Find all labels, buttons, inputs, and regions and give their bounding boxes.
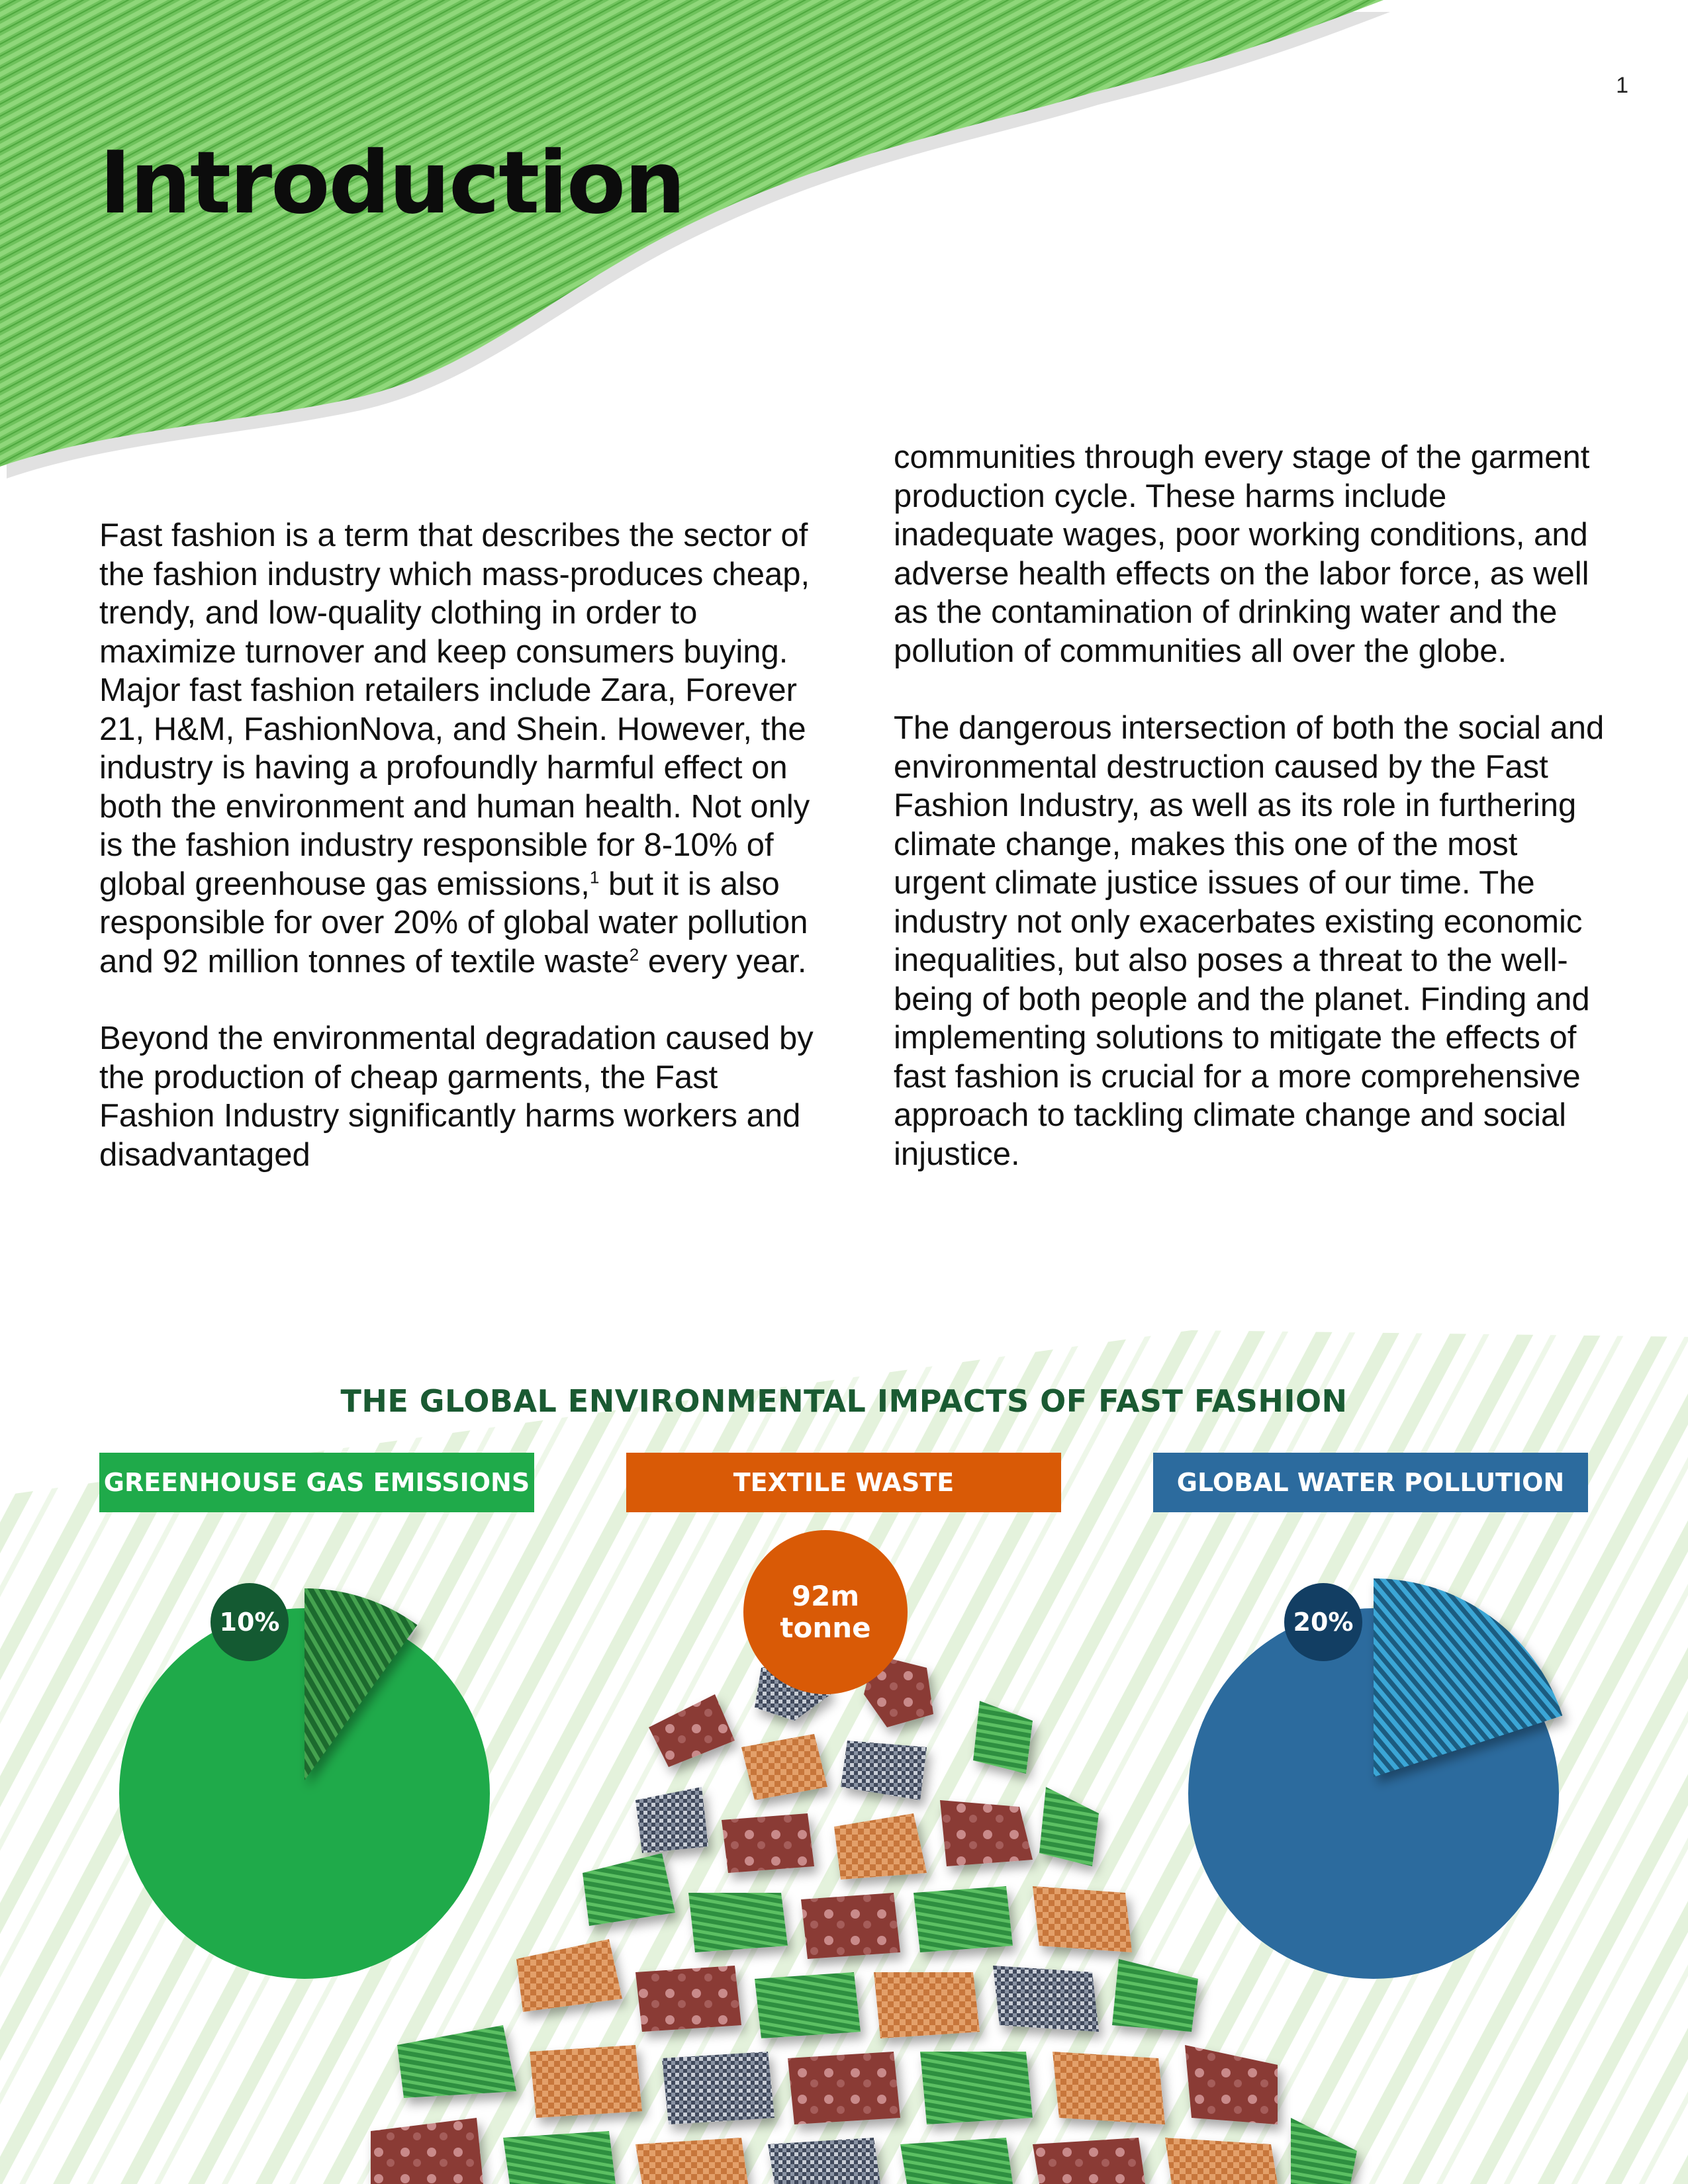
footnote-ref-2: 2 xyxy=(629,944,639,965)
infographic-title: THE GLOBAL ENVIRONMENTAL IMPACTS OF FAST FASHION xyxy=(340,1383,1348,1419)
body-column-right xyxy=(894,438,1609,1212)
intro-paragraph-2: Beyond the environmental degradation caused by the production of cheap garments, the Fast Fashion Industry significantly harms workers and disadvantaged xyxy=(99,1021,814,1173)
page-number: 1 xyxy=(1616,73,1628,98)
intro-text-b: but it is also responsible for over 20% of global water pollution and 92 million tonnes of textile waste xyxy=(99,866,808,979)
page-title: Introduction xyxy=(99,132,684,233)
intro-paragraph-1 xyxy=(99,516,821,981)
water-percent-badge: 20% xyxy=(1284,1583,1362,1661)
textile-waste-badge xyxy=(743,1530,908,1694)
ghg-percent-badge: 10% xyxy=(211,1583,289,1661)
textile-waste-label: TEXTILE WASTE xyxy=(626,1453,1061,1512)
intro-paragraph-2-continued: communities through every stage of the garment production cycle. These harms include inadequate wages, poor working conditions, and adverse health effects on the labor force, as well as the contamination of drinking water and the pollution of communities all over the globe. xyxy=(894,439,1590,669)
textile-waste-badge-value: 92m xyxy=(791,1580,860,1612)
body-column-left xyxy=(99,516,821,1212)
intro-text-c: every year. xyxy=(639,943,807,979)
ghg-label: GREENHOUSE GAS EMISSIONS xyxy=(99,1453,534,1512)
water-pollution-label: GLOBAL WATER POLLUTION xyxy=(1153,1453,1588,1512)
intro-paragraph-3: The dangerous intersection of both the social and environmental destruction caused by the Fast Fashion Industry, as well as its role in furthering climate change, makes this one of the most urgent climate justice issues of our time. The industry not only exacerbates existing economic inequalities, but also poses a threat to the well-being of both people and the planet. Finding and implementing solutions to mitigate the effects of fast fashion is crucial for a more comprehensive approach to tackling climate change and social injustice. xyxy=(894,710,1605,1172)
intro-text-a: Fast fashion is a term that describes the sector of the fashion industry which mass-produces cheap, trendy, and low-quality clothing in order to maximize turnover and keep consumers buying. Major fast fashion retailers include Zara, Forever 21, H&M, FashionNova, and Shein. However, the industry is having a profoundly harmful effect on both the environment and human health. Not only is the fashion industry responsible for 8-10% of global greenhouse gas emissions, xyxy=(99,518,810,902)
textile-waste-badge-unit: tonne xyxy=(780,1612,871,1644)
footnote-ref-1: 1 xyxy=(589,867,600,887)
